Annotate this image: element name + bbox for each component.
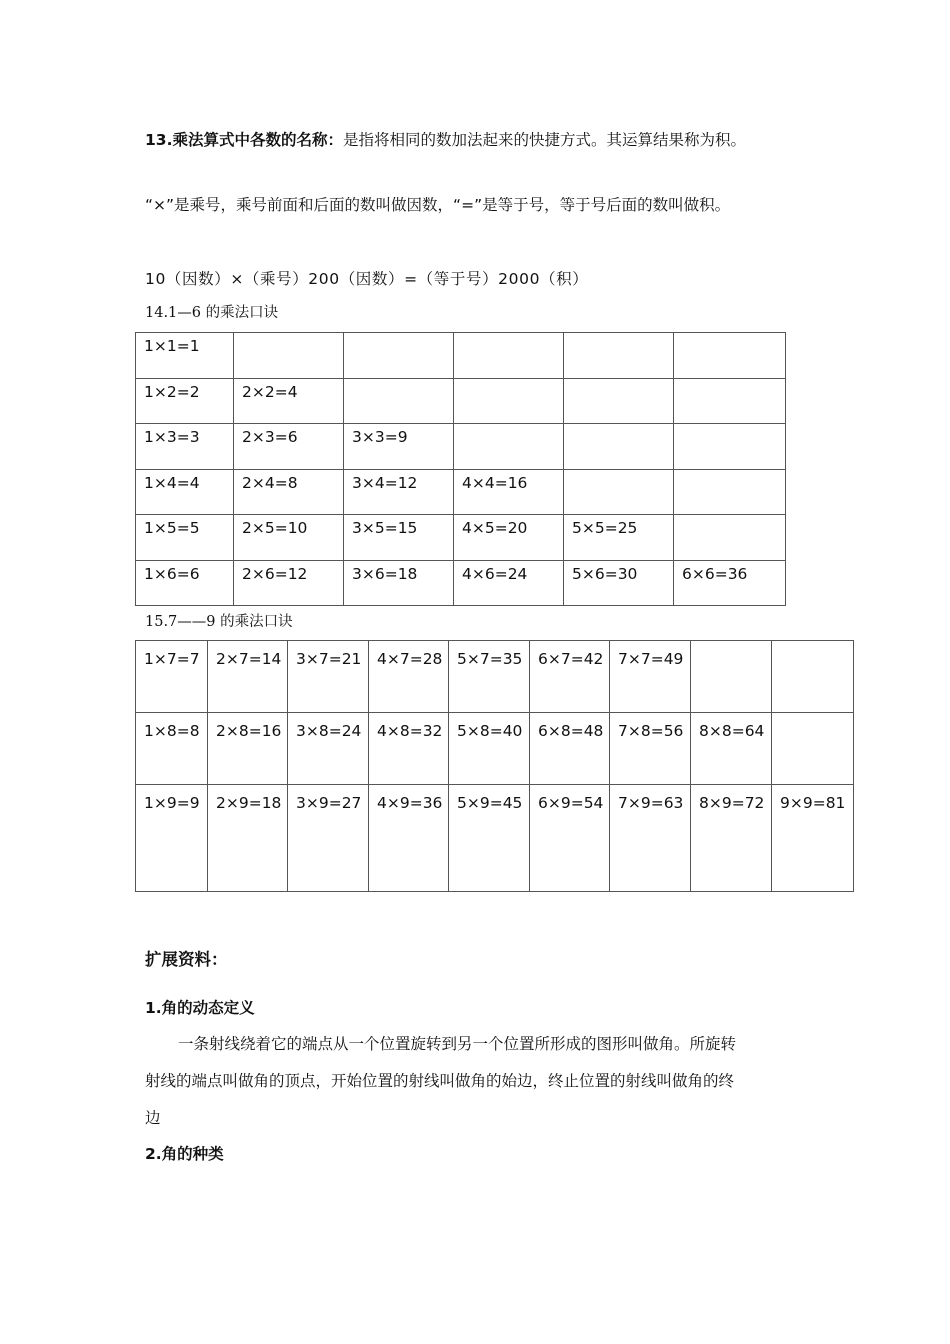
table-cell [674,333,786,379]
table-cell: 1×9=9 [136,785,208,892]
extension-item2-title: 2.角的种类 [145,1145,224,1163]
table-cell: 5×7=35 [449,641,530,713]
extension-item1-line2: 射线的端点叫做角的顶点，开始位置的射线叫做角的始边，终止位置的射线叫做角的终 [145,1072,735,1090]
table-cell [772,641,854,713]
table-cell: 3×5=15 [344,515,454,561]
table-cell: 2×8=16 [208,713,288,785]
table-cell: 8×9=72 [691,785,772,892]
table-cell: 2×6=12 [234,560,344,606]
table-cell [564,333,674,379]
table-cell: 6×7=42 [530,641,610,713]
table-cell: 2×9=18 [208,785,288,892]
section-15-title: 15.7——9 的乘法口诀 [145,614,293,630]
extension-heading: 扩展资料： [145,950,228,969]
table-cell: 4×8=32 [369,713,449,785]
table-cell [564,469,674,515]
table-cell [454,378,564,424]
table-cell: 5×6=30 [564,560,674,606]
table-cell: 2×3=6 [234,424,344,470]
table-row [136,515,786,561]
table-cell: 1×2=2 [136,378,234,424]
table-cell: 3×8=24 [288,713,369,785]
table-cell: 1×3=3 [136,424,234,470]
table-row [136,641,854,713]
table-cell [454,424,564,470]
table-cell [772,713,854,785]
section-13-heading: 13.乘法算式中各数的名称 [145,131,328,149]
table-cell [564,424,674,470]
table-row [136,785,854,892]
table-cell [344,333,454,379]
table-row [136,333,786,379]
table-row [136,469,786,515]
table-cell [344,378,454,424]
section-14-title: 14.1—6 的乘法口诀 [145,305,279,321]
table-cell: 2×2=4 [234,378,344,424]
table-cell: 5×9=45 [449,785,530,892]
table-row [136,378,786,424]
table-cell [674,424,786,470]
extension-item1-line1: 一条射线绕着它的端点从一个位置旋转到另一个位置所形成的图形叫做角。所旋转 [178,1035,737,1053]
table-cell: 2×7=14 [208,641,288,713]
table-cell [674,515,786,561]
table-cell: 3×4=12 [344,469,454,515]
section-13-line2: “×”是乘号，乘号前面和后面的数叫做因数，“=”是等于号，等于号后面的数叫做积。 [145,196,731,214]
table-cell: 1×8=8 [136,713,208,785]
table-cell [454,333,564,379]
table-row [136,424,786,470]
table-cell: 2×5=10 [234,515,344,561]
table-cell: 5×5=25 [564,515,674,561]
table-cell: 6×9=54 [530,785,610,892]
table-cell: 3×9=27 [288,785,369,892]
table-cell: 1×4=4 [136,469,234,515]
table-cell: 5×8=40 [449,713,530,785]
table-cell: 1×5=5 [136,515,234,561]
table-cell: 1×7=7 [136,641,208,713]
table-cell [674,469,786,515]
section-13-paragraph [145,128,746,150]
table-cell [234,333,344,379]
table-cell: 8×8=64 [691,713,772,785]
table-cell: 1×1=1 [136,333,234,379]
table-cell: 2×4=8 [234,469,344,515]
table-cell: 4×6=24 [454,560,564,606]
table-cell: 7×7=49 [610,641,691,713]
table-cell: 3×6=18 [344,560,454,606]
extension-item1-title: 1.角的动态定义 [145,999,255,1017]
multiplication-table-7-9 [135,640,854,892]
table-cell [674,378,786,424]
table-cell: 4×5=20 [454,515,564,561]
table-cell [564,378,674,424]
table-cell: 6×8=48 [530,713,610,785]
table-cell: 1×6=6 [136,560,234,606]
table-cell: 4×4=16 [454,469,564,515]
extension-item1-line3: 边 [145,1109,161,1127]
multiplication-table-1-6 [135,332,786,606]
table-cell: 4×7=28 [369,641,449,713]
table-cell: 3×7=21 [288,641,369,713]
section-13-example: 10（因数）×（乘号）200（因数）=（等于号）2000（积） [145,270,589,288]
table-cell: 7×9=63 [610,785,691,892]
section-13-text: 是指将相同的数加法起来的快捷方式。其运算结果称为积。 [342,131,746,149]
table-cell: 7×8=56 [610,713,691,785]
table-row [136,560,786,606]
table-cell: 6×6=36 [674,560,786,606]
section-13-colon: ： [327,131,343,149]
table-cell: 3×3=9 [344,424,454,470]
table-row [136,713,854,785]
table-cell: 4×9=36 [369,785,449,892]
table-cell: 9×9=81 [772,785,854,892]
table-cell [691,641,772,713]
